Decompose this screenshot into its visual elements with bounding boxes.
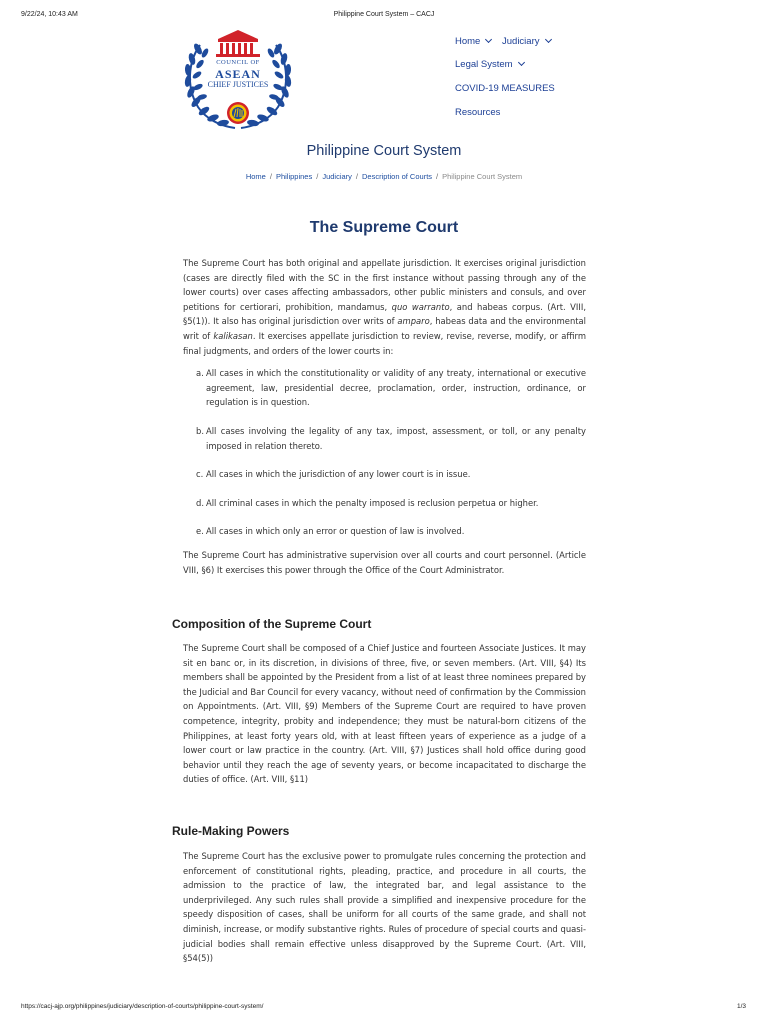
list-item: a. All cases in which the constitutionality or validity of any treaty, international or executive agreement, law, presidential decree, proclamation, order, instruction, ordinance, or regulation is in question. — [196, 368, 586, 408]
amparo-term: amparo — [397, 316, 430, 327]
list-marker: a. — [196, 368, 204, 378]
chevron-down-icon — [485, 36, 492, 43]
logo-line-2: ASEAN — [215, 67, 261, 81]
rule-making-paragraph: The Supreme Court has the exclusive power to promulgate rules concerning the protection and enforcement of constitutional rights, pleading, practice, and procedure in all courts, the admission to the practice of law, the integrated bar, and legal assistance to the underprivileged. Any such rules shall provide a simplified and inexpensive procedure for the speedy disposition of cases, shall be uniform for all courts of the same grade, and shall not diminish, increase, or modify substantive rights. Rules of procedure of special courts and quasi-judicial bodies shall remain effective unless disapproved by the Supreme Court. (Art. VIII, §54(5)) — [183, 851, 586, 964]
page-title: Philippine Court System — [306, 143, 462, 159]
print-header — [0, 11, 768, 23]
breadcrumb-current: Philippine Court System — [442, 172, 523, 181]
nav-legal-system-label: Legal System — [455, 59, 513, 70]
rule-making-heading: Rule-Making Powers — [172, 824, 290, 838]
chevron-down-icon — [518, 59, 525, 66]
breadcrumb-description-of-courts[interactable]: Description of Courts — [362, 172, 433, 181]
list-marker: c. — [196, 469, 204, 479]
chevron-down-icon — [544, 36, 551, 43]
breadcrumb-judiciary[interactable]: Judiciary — [322, 172, 352, 181]
print-url: https://cacj-ajp.org/philippines/judiciary/description-of-courts/philippine-court-system/ — [21, 1003, 264, 1010]
logo-line-1: COUNCIL OF — [216, 59, 260, 66]
nav-resources[interactable]: Resources — [455, 107, 501, 118]
nav-home-label: Home — [455, 36, 481, 47]
courthouse-icon — [216, 30, 260, 57]
list-marker: e. — [196, 526, 204, 536]
list-marker: d. — [196, 498, 204, 508]
administrative-supervision-paragraph: The Supreme Court has administrative supervision over all courts and court personnel. (Article VIII, §6) It exercises this power through the Office of the Court Administrator. — [183, 550, 586, 575]
breadcrumb: Home / Philippines / Judiciary / Description of Courts / Philippine Court System — [245, 172, 523, 181]
breadcrumb-home[interactable]: Home — [245, 172, 266, 181]
asean-emblem-icon — [227, 102, 249, 124]
cacj-logo[interactable] — [180, 27, 296, 131]
print-title: Philippine Court System – CACJ — [333, 11, 435, 18]
logo-line-3: CHIEF JUSTICES — [207, 80, 269, 89]
nav-home[interactable] — [455, 36, 491, 47]
print-footer — [0, 1003, 768, 1015]
supreme-court-heading: The Supreme Court — [309, 219, 459, 236]
kalikasan-term: kalikasan — [213, 330, 253, 341]
nav-covid-measures[interactable]: COVID-19 MEASURES — [455, 83, 555, 94]
nav-judiciary-label: Judiciary — [502, 36, 540, 47]
composition-paragraph: The Supreme Court shall be composed of a Chief Justice and fourteen Associate Justices. It may sit en banc or, in its discretion, in divisions of three, five, or seven members. (Art. VIII, §4) Its members shall be appointed by the President from a list of at least three nominees prepared by the Judicial and Bar Council for every vacancy, without need of confirmation by the Commission on Appointments. (Art. VIII, §9) Members of the Supreme Court are required to have proven competence, integrity, probity and independence; they must be natural-born citizens of the Philippines, at least forty years old, with at least fifteen years of experience as a judge of a lower court or law practice in the country. (Art. VIII, §7) Justices shall hold office during good behavior until they reach the age of seventy years, or become incapacitated to discharge the duties of office. (Art. VIII, §11) — [183, 643, 587, 785]
print-date: 9/22/24, 10:43 AM — [21, 11, 78, 18]
nav-judiciary[interactable] — [502, 36, 551, 47]
list-marker: b. — [196, 426, 204, 436]
page-number: 1/3 — [736, 1003, 746, 1010]
list-item: d. All criminal cases in which the penalty imposed is reclusion perpetua or higher. — [206, 496, 586, 511]
quo-warranto-term: quo warranto — [391, 301, 450, 312]
list-item: e. All cases in which only an error or question of law is involved. — [206, 524, 586, 539]
composition-heading: Composition of the Supreme Court — [172, 617, 372, 631]
supreme-court-intro: The Supreme Court has both original and appellate jurisdiction. It exercises original jurisdiction (cases are directly filed with the SC in the first instance without passing through any of the lower courts) over cases affecting ambassadors, other public ministers and consuls, and over petitions for certiorari, prohibition, mandamus, quo warranto, and habeas corpus. (Art. VIII, §5(1)). It also has original jurisdiction over writs of amparo, habeas data and the environmental writ of kalikasan. It exercises appellate jurisdiction to review, revise, reverse, modify, or affirm final judgments, and orders of the lower courts in: — [183, 258, 586, 356]
list-item: b. All cases involving the legality of any tax, impost, assessment, or toll, or any penalty imposed in relation thereto. — [196, 426, 586, 451]
breadcrumb-philippines[interactable]: Philippines — [275, 172, 313, 181]
list-item: c. All cases in which the jurisdiction of any lower court is in issue. — [206, 467, 586, 482]
nav-legal-system[interactable] — [455, 59, 524, 70]
